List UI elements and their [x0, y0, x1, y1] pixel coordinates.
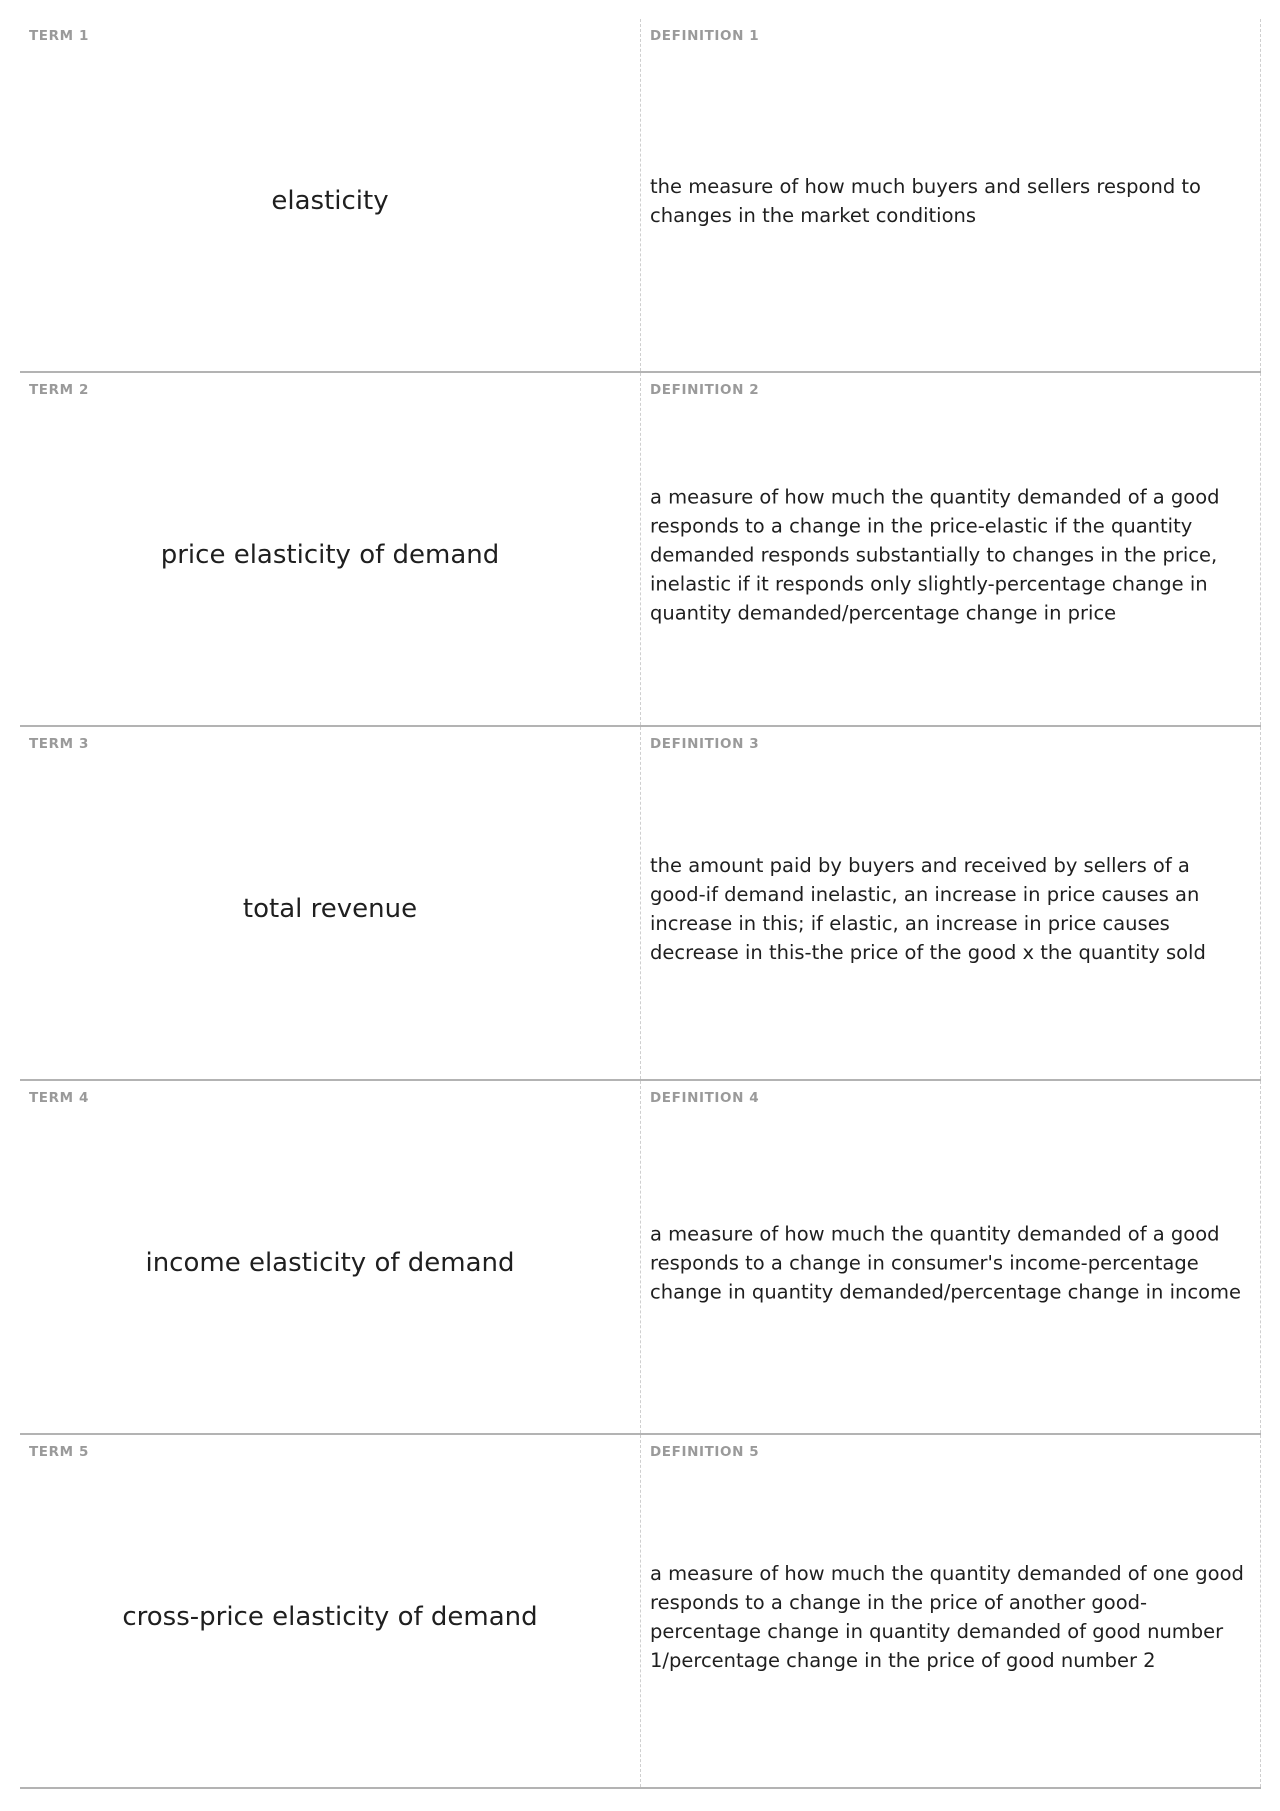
- term-label: TERM 5: [29, 1444, 89, 1460]
- definition-text: the measure of how much buyers and sellers respond to changes in the market conditions: [650, 175, 1201, 227]
- definition-cell: [641, 727, 1261, 1079]
- definition-text: the amount paid by buyers and received by sellers of a good-if demand inelastic, an increase in price causes an increase in this; if elastic, an increase in price causes decrease in this-the price of the good x the quantity sold: [650, 854, 1206, 964]
- definition-cell: [641, 1081, 1261, 1433]
- term-text: price elasticity of demand: [160, 540, 500, 570]
- definition-label: DEFINITION 2: [650, 382, 760, 398]
- term-label: TERM 1: [29, 28, 89, 44]
- definition-label: DEFINITION 4: [650, 1090, 760, 1106]
- definition-label: DEFINITION 1: [650, 28, 760, 44]
- term-label: TERM 3: [29, 736, 89, 752]
- definition-cell: [641, 1435, 1261, 1787]
- definition-label: DEFINITION 5: [650, 1444, 760, 1460]
- flashcard: [20, 1435, 1261, 1789]
- term-cell: [20, 1081, 641, 1433]
- flashcard: [20, 373, 1261, 727]
- term-text: cross-price elasticity of demand: [122, 1602, 538, 1632]
- flashcard: [20, 1081, 1261, 1435]
- term-cell: [20, 373, 641, 725]
- definition-text: a measure of how much the quantity demanded of a good responds to a change in the price-elastic if the quantity demanded responds substantially to changes in the price, inelastic if it responds only slightly-percentage change in quantity demanded/percentage change in price: [650, 485, 1220, 625]
- term-cell: [20, 1435, 641, 1787]
- term-cell: [20, 727, 641, 1079]
- definition-cell: [641, 373, 1261, 725]
- term-text: income elasticity of demand: [145, 1248, 515, 1278]
- definition-cell: [641, 19, 1261, 371]
- flashcard-sheet: [20, 19, 1261, 1789]
- term-label: TERM 4: [29, 1090, 89, 1106]
- definition-label: DEFINITION 3: [650, 736, 760, 752]
- term-label: TERM 2: [29, 382, 89, 398]
- flashcard: [20, 727, 1261, 1081]
- term-cell: [20, 19, 641, 371]
- definition-text: a measure of how much the quantity demanded of a good responds to a change in consumer's income-percentage change in quantity demanded/percentage change in income: [650, 1222, 1241, 1304]
- term-text: elasticity: [271, 186, 389, 216]
- definition-text: a measure of how much the quantity demanded of one good responds to a change in the price of another good-percentage change in quantity demanded of good number 1/percentage change in the price of good number 2: [650, 1562, 1244, 1672]
- flashcard: [20, 19, 1261, 373]
- term-text: total revenue: [242, 894, 418, 924]
